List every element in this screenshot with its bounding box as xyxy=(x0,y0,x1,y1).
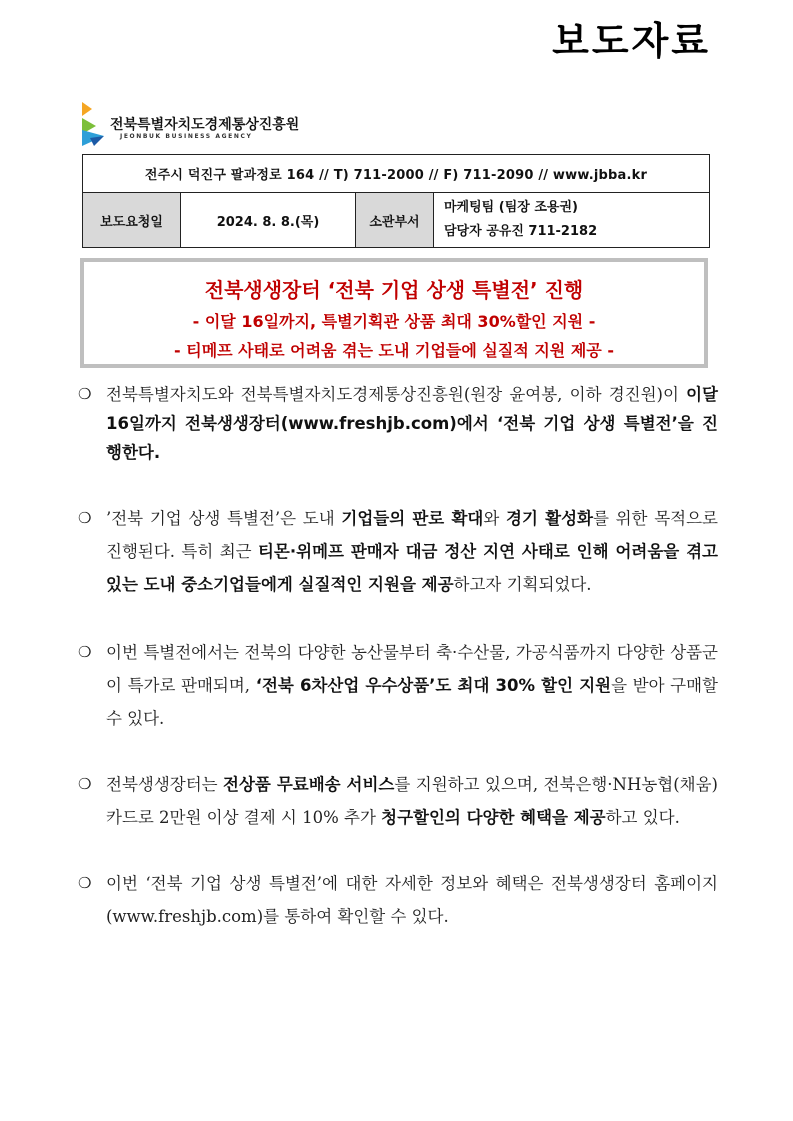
p5-text-1: 이번 ‘전북 기업 상생 특별전’에 대한 자세한 정보와 혜택은 전북생생장터 홈페이지(www.freshjb.com)를 통하여 확인할 수 있다. xyxy=(106,874,718,926)
paragraph-3 xyxy=(78,636,718,735)
p3-bold-1: ‘전북 6차산업 우수상품’도 최대 30% 할인 지원 xyxy=(255,676,612,695)
paragraph-1 xyxy=(78,380,718,467)
p2-text-4: 하고자 기획되었다. xyxy=(453,575,592,594)
org-name: 전북특별자치도경제통상진흥원 xyxy=(110,117,300,133)
p2-bold-1: 기업들의 판로 확대 xyxy=(341,509,484,528)
p3-text-2: 을 받아 구매할 수 있다. xyxy=(106,676,718,728)
p2-text-3: 를 위한 목적으로 진행된다. 특히 최근 xyxy=(106,509,718,561)
p4-text-3: 하고 있다. xyxy=(605,808,680,827)
headline-sub-2: - 티메프 사태로 어려움 겪는 도내 기업들에 실질적 지원 제공 - xyxy=(174,341,614,360)
dept-label: 소관부서 xyxy=(356,193,434,248)
org-name-en: JEONBUK BUSINESS AGENCY xyxy=(120,133,253,140)
press-release-title: 보도자료 xyxy=(552,19,711,63)
bullet-icon: ❍ xyxy=(78,509,92,527)
paragraph-2 xyxy=(78,502,718,601)
p4-bold-2: 청구할인의 다양한 혜택을 제공 xyxy=(381,808,606,827)
paragraph-4 xyxy=(78,768,718,834)
request-date-label: 보도요청일 xyxy=(83,193,181,248)
bullet-icon: ❍ xyxy=(78,775,92,793)
request-date: 2024. 8. 8.(목) xyxy=(181,193,356,248)
dept-manager: 담당자 공유진 711-2182 xyxy=(444,224,598,239)
p4-text-1: 전북생생장터는 xyxy=(106,775,224,794)
article-body xyxy=(78,380,718,933)
p3-text-1: 이번 특별전에서는 전북의 다양한 농산물부터 축·수산물, 가공식품까지 다양한 상품군이 특가로 판매되며, xyxy=(106,643,718,695)
p1-bold: 이달 16일까지 전북생생장터(www.freshjb.com)에서 ‘전북 기업 상생 특별전’을 진행한다. xyxy=(106,385,718,462)
p4-text-2: 를 지원하고 있으며, 전북은행·NH농협(채움) 카드로 2만원 이상 결제 시 10% 추가 xyxy=(106,775,718,827)
contact-line: 전주시 덕진구 팔과정로 164 // T) 711-2000 // F) 711-2090 // www.jbba.kr xyxy=(83,155,710,193)
org-logo xyxy=(80,100,380,150)
p2-bold-2: 경기 활성화 xyxy=(506,509,593,528)
bullet-icon: ❍ xyxy=(78,643,92,661)
bullet-icon: ❍ xyxy=(78,385,92,403)
dept-team: 마케팅팀 (팀장 조용권) xyxy=(444,200,578,215)
headline-box xyxy=(80,258,708,368)
p2-bold-3: 티몬·위메프 판매자 대금 정산 지연 사태로 인해 어려움을 겪고 있는 도내 중소기업들에게 실질적인 지원을 제공 xyxy=(106,542,718,594)
paragraph-5 xyxy=(78,867,718,933)
org-logo-icon xyxy=(80,100,106,148)
headline-main: 전북생생장터 ‘전북 기업 상생 특별전’ 진행 xyxy=(204,278,584,302)
p2-text-2: 와 xyxy=(483,509,507,528)
headline-sub-1: - 이달 16일까지, 특별기획관 상품 최대 30%할인 지원 - xyxy=(192,312,596,331)
contact-table xyxy=(82,154,710,248)
logo-shape-orange xyxy=(82,102,92,116)
bullet-icon: ❍ xyxy=(78,874,92,892)
dept-info xyxy=(434,193,710,248)
p2-text-1: ’전북 기업 상생 특별전’은 도내 xyxy=(106,509,342,528)
p4-bold-1: 전상품 무료배송 서비스 xyxy=(223,775,395,794)
p1-text: 전북특별자치도와 전북특별자치도경제통상진흥원(원장 윤여봉, 이하 경진원)이 xyxy=(106,385,687,404)
